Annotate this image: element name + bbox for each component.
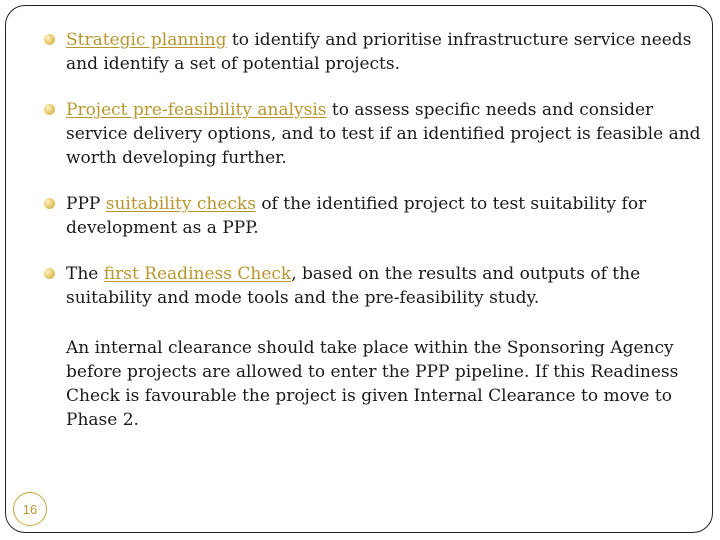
bullet-dot-icon (44, 34, 55, 45)
slide-content (42, 28, 702, 432)
bullet-strategic-planning (42, 28, 702, 76)
bullet-dot-icon (44, 198, 55, 209)
bullet-dot-icon (44, 104, 55, 115)
pre-feasibility-link[interactable]: Project pre-feasibility analysis (66, 100, 327, 120)
bullet-post-text: to identify and prioritise infrastructure service needs and identify a set of potential projects. (66, 30, 692, 74)
suitability-checks-link[interactable]: suitability checks (105, 194, 256, 214)
bullet-suitability-checks (42, 192, 702, 240)
first-readiness-check-link[interactable]: first Readiness Check (103, 264, 292, 284)
bullet-readiness-check (42, 262, 702, 310)
bullet-post-text: of the identified project to test suitability for development as a PPP. (66, 194, 647, 238)
strategic-planning-link[interactable]: Strategic planning (66, 30, 227, 50)
bullet-post-text: , based on the results and outputs of the suitability and mode tools and the pre-feasibility study. (66, 264, 641, 308)
bullet-pre-feasibility (42, 98, 702, 170)
bullet-post-text: to assess specific needs and consider service delivery options, and to test if an identified project is feasible and worth developing further. (66, 100, 701, 168)
page-number-badge: 16 (13, 492, 47, 526)
clearance-paragraph: An internal clearance should take place within the Sponsoring Agency before projects are allowed to enter the PPP pipeline. If this Readiness Check is favourable the project is given Internal Clearance to move to Phase 2. (66, 338, 679, 430)
bullet-pre-text: The (66, 264, 104, 284)
bullet-dot-icon (44, 268, 55, 279)
bullet-pre-text: PPP (66, 194, 106, 214)
